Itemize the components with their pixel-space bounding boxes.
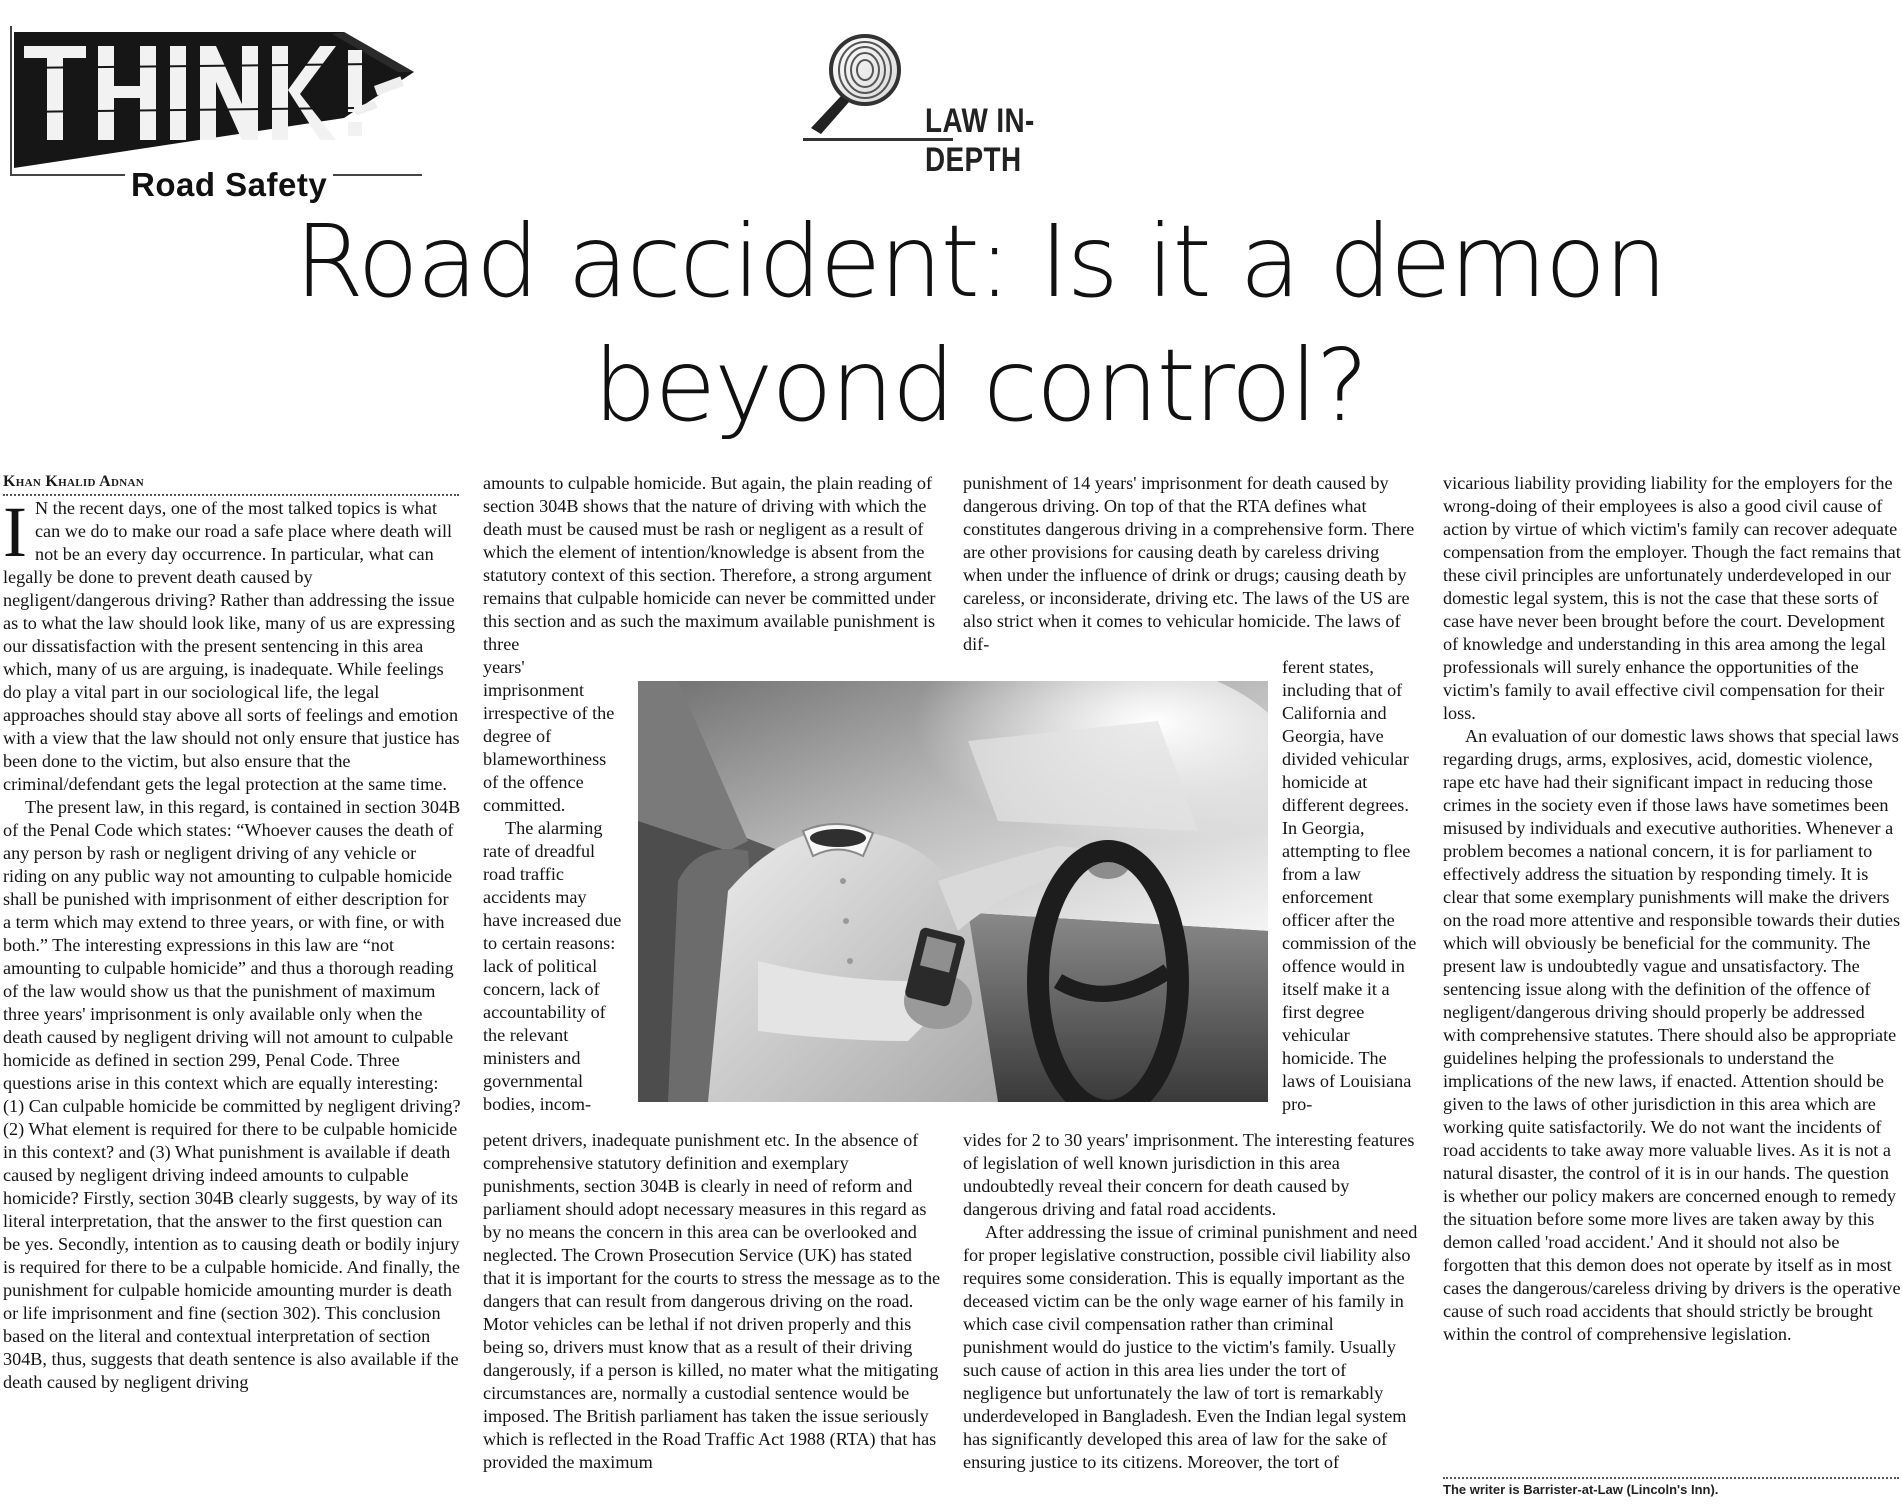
think-road-safety-logo [10,26,420,202]
article-column-2-top [483,472,941,656]
road-safety-label: Road Safety [125,166,333,204]
paragraph: ferent states, including that of California and Georgia, have divided vehicular homicide at different degrees. In Georgia, attempting to flee from a law enforcement officer after the commission of the offence would in itself make it a first degree vehicular homicide. The laws of Louisiana pro- [1282,657,1417,1114]
paragraph: amounts to culpable homicide. But again, the plain reading of section 304B shows that the nature of driving with which the death must be caused must be rash or negligent as a result of which the element of intention/knowledge is absent from the statutory context of this section. Therefore, a strong argument remains that culpable homicide can never be committed under this section and as such the maximum available punishment is three [483,473,936,654]
article-column-2-bottom [483,1129,941,1474]
article-column-1 [3,492,461,1394]
article-column-3-wrap [1282,656,1422,1116]
paragraph: years' imprisonment irrespective of the degree of blameworthiness of the offence committed. [483,657,615,815]
article-column-2-wrap [483,656,625,1116]
drop-cap: I [3,492,27,572]
paragraph: punishment of 14 years' imprisonment for death caused by dangerous driving. On top of that the RTA defines what constitutes dangerous driving in a comprehensive form. There are other provisions for causing death by careless driving when under the influence of drink or drugs; causing death by careless, or inconsiderate, driving etc. The laws of the US are also strict when it comes to vehicular homicide. The laws of dif- [963,473,1415,654]
think-road-graphic [14,28,414,168]
paragraph: vides for 2 to 30 years' imprisonment. The interesting features of legislation of well known jurisdiction in this area undoubtedly reveal their concern for death caused by dangerous driving and fatal road accidents. [963,1130,1415,1219]
paragraph: vicarious liability providing liability for the employers for the wrong-doing of their employees is also a good civil cause of action by virtue of which victim's family can recover adequate compensation from the employer. Though the fact remains that these civil principles are unfortunately underdeveloped in our domestic legal system, this is not the case that these sorts of case have never been brought before the court. Development of knowledge and understanding in this area among the legal professionals will surely enhance the opportunities of the victim's family to avail effective civil compensation for their loss. [1443,473,1901,723]
page-title: Road accident: Is it a demon beyond control? [294,203,1666,444]
writer-note: The writer is Barrister-at-Law (Lincoln's Inn). [1443,1482,1719,1497]
divider [1443,1477,1899,1479]
article-column-4 [1443,472,1901,1346]
paragraph-civil-liability: After addressing the issue of criminal punishment and need for proper legislative construction, possible civil liability also requires some consideration. This is equally important as the deceased victim can be the only wage earner of his family in which case civil compensation rather than criminal punishment would do justice to the victim's family. Usually such cause of action in this area lies under the tort of negligence but unfortunately the law of tort is remarkably underdeveloped in Bangladesh. Even the Indian legal system has significantly developed this area of law for the sake of ensuring justice to its citizens. Moreover, the tort of [963,1222,1418,1472]
paragraph: petent drivers, inadequate punishment etc. In the absence of comprehensive statutory definition and exemplary punishments, section 304B is clearly in need of reform and parliament should adopt necessary measures in this regard as by no means the concern in this area can be overlooked and neglected. The Crown Prosecution Service (UK) has stated that it is important for the courts to stress the message as to the dangers that can result from dangerous driving on the road. Motor vehicles can be lethal if not driven properly and this being so, drivers must know that as a result of their driving dangerously, if a person is killed, no mater what the mitigating circumstances are, normally a custodial sentence would be imposed. The British parliament has taken the issue seriously which is reflected in the Road Traffic Act 1988 (RTA) that has provided the maximum [483,1130,941,1472]
paragraph-intro-text: N the recent days, one of the most talked topics is what can we do to make our road a safe place where death will not be an every day occurrence. In particular, what can legally be done to prevent death caused by negligent/dangerous driving? Rather than addressing the issue as to what the law should look like, many of us are expressing our dissatisfaction with the present sentencing in this area which, many of us are arguing, is inadequate. While feelings do play a vital part in our sociological life, the legal approaches should stay above all sorts of feelings and emotion with a view that the law should not only ensure that justice has been done to the victim, but also ensure that the criminal/defendant gets the legal protection at the same time. [3,498,460,794]
paragraph-intro [3,492,461,796]
paragraph: The alarming rate of dreadful road traffic accidents may have increased due to certain reasons: lack of political concern, lack of accountability of the relevant ministers and governmental bodies, incom- [483,818,622,1114]
paragraph-present-law: The present law, in this regard, is contained in section 304B of the Penal Code which states: “Whoever causes the death of any person by rash or negligent driving of any vehicle or riding on any public way not amounting to culpable homicide shall be punished with imprisonment of either description for a term which may extend to three years, or with fine, or with both.” The interesting expressions in this law are “not amounting to culpable homicide” and thus a thorough reading of the law would show us that the punishment of maximum three years' imprisonment is only available only when the death caused by negligent driving will not amount to culpable homicide as defined in section 299, Penal Code. Three questions arise in this context which are equally interesting: (1) Can culpable homicide be committed by negligent driving? (2) What element is required for there to be culpable homicide in this context? and (3) What punishment is available if death caused by negligent driving indeed amounts to culpable homicide? Firstly, section 304B clearly suggests, by way of its literal interpretation, that the answer to the first question can be yes. Secondly, intention as to causing death or bodily injury is required for there to be a culpable homicide. And finally, the punishment for culpable homicide amounting murder is death or life imprisonment and fine (section 302). This conclusion based on the literal and contextual interpretation of section 304B, thus, suggests that death sentence is also available if the death caused by negligent driving [3,797,461,1392]
paragraph-evaluation: An evaluation of our domestic laws shows that special laws regarding drugs, arms, explosives, acid, domestic violence, rape etc have had their significant impact in reducing those crimes in the society even if those laws have sometimes been misused by individuals and executive authorities. Whenever a problem becomes a national concern, it is for parliament to effectively address the situation by responding timely. It is clear that some exemplary punishments will make the drivers on the road more attentive and responsible towards their duties which will obviously be beneficial for the community. The present law is undoubtedly vague and unsatisfactory. The sentencing issue along with the definition of the offence of negligent/dangerous driving should properly be addressed with comprehensive statutes. There should also be appropriate guidelines helping the professionals to understand the implications of the new laws, if enacted. Attention should be given to the laws of other jurisdiction in this area which are working quite satisfactorily. We do not want the incidents of road accidents to take away more valuable lives. As it is not a natural disaster, the control of it is in our hands. The question is whether our policy makers are concerned enough to remedy the situation before some more lives are taken away by this demon called 'road accident.' And it should not also be forgotten that this demon does not operate by itself as in most cases the dangerous/careless driving by drivers is the operative cause of such road accidents that should strictly be brought within the control of comprehensive legislation. [1443,726,1901,1344]
article-column-3-bottom [963,1129,1421,1474]
law-indepth-label: LAW IN-DEPTH [925,102,1035,179]
law-indepth-logo [803,30,1163,179]
article-column-3-top [963,472,1421,656]
headless-driver-using-phone-photo [638,681,1268,1102]
author-byline: Khan Khalid Adnan [3,473,459,496]
